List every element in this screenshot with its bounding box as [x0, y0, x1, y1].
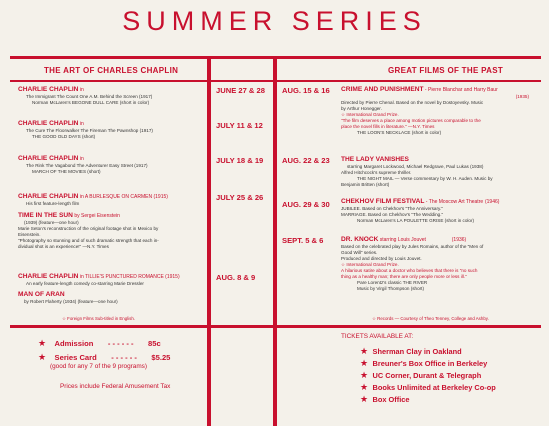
date-july-25-26: JULY 25 & 26 — [216, 193, 264, 202]
left-header: THE ART OF CHARLES CHAPLIN — [44, 66, 179, 75]
star-icon: ★ — [38, 352, 47, 362]
left-program-3: CHARLIE CHAPLIN in The Rink The Vagabond The Adventurer Easy Street (1917) MARCH OF THE MOVIES (short) — [18, 155, 148, 174]
admission-label: Admission — [54, 339, 94, 348]
right-program-1: CRIME AND PUNISHMENT - Pierre Blanchar and Harry Baur (1935) Directed by Pierre Chenal. Based on the novel by Dostoyevsky. Music by Arthur Honegger. ☆ International Grand Prize. "The film deserves a place among motion pictures comparable to the place the novel fills in literature." —N.Y. Times THE LOON'S NECKLACE (short in color) — [341, 86, 529, 135]
tax-note: Prices include Federal Amusement Tax — [60, 383, 171, 390]
right-program-4: DR. KNOCK starring Louis Jouvet (1936) Based on the celebrated play by Jules Romains, author of the "Men of Good Will" series. Produced and directed by Louis Jouvet. ☆ International Grand Prize. A hilarious satire about a doctor who believes that there is "no such thing as a healthy man; there are only people more or less ill." Pare Lorentz's classic THE RIVER Music by Virgil Thompson (short) — [341, 236, 484, 291]
left-program-1: CHARLIE CHAPLIN in The Immigrant The Count One A.M. Behind the Screen (1917) Norman McLaren's BEGONE DULL CARE (short in color) — [18, 86, 153, 105]
date-aug-29-30: AUG. 29 & 30 — [282, 200, 330, 209]
series-price: $5.25 — [151, 353, 171, 362]
star-icon: ★ — [360, 394, 369, 404]
outlet-item: Breuner's Box Office in Berkeley — [372, 359, 488, 368]
right-program-2: THE LADY VANISHES starring Margaret Lockwood, Michael Redgrave, Paul Lukas (1938) Alfred Hitchcock's supreme thriller. THE NIGHT MAIL — Verse commentary by W. H. Auden. Music by Benjamin Britten (short) — [341, 156, 493, 187]
left-program-7: MAN OF ARAN by Robert Flaherty (1934) (feature—one hour) — [18, 291, 118, 304]
date-aug-15-16: AUG. 15 & 16 — [282, 86, 330, 95]
star-icon: ★ — [360, 358, 369, 368]
date-july-18-19: JULY 18 & 19 — [216, 156, 264, 165]
tickets-header: TICKETS AVAILABLE AT: — [341, 333, 414, 340]
series-label: Series Card — [54, 353, 97, 362]
left-program-4: CHARLIE CHAPLIN in A BURLESQUE ON CARMEN (1915) His first feature-length film — [18, 193, 168, 206]
date-aug-22-23: AUG. 22 & 23 — [282, 156, 330, 165]
page-title: SUMMER SERIES — [122, 6, 427, 36]
star-icon: ★ — [360, 370, 369, 380]
outlet-item: Box Office — [372, 395, 410, 404]
star-icon: ★ — [360, 346, 369, 356]
left-program-6: CHARLIE CHAPLIN in TILLIE'S PUNCTURED ROMANCE (1915) An early feature-length comedy co-starring Marie Dressler — [18, 273, 180, 286]
right-program-3: CHEKHOV FILM FESTIVAL - The Moscow Art Theatre (1946) JUBILEE. Based on Chekhov's "The Anniversary." MARRIAGE. Based on Chekhov's "The Wedding." Norman McLaren's LA POULETTE GRISE (short in color) — [341, 198, 500, 223]
vertical-bar-right — [273, 56, 277, 426]
bottom-rule — [10, 325, 541, 328]
left-program-5: TIME IN THE SUN by Sergei Eisenstein (1939) (feature—one hour) Marie Seton's reconstruction of the original footage shot in Mexico by Eisenstein. "Photography so stunning and of such dramatic strength that each in- dividual shot is an experience!" —N.Y. Times — [18, 212, 159, 249]
outlet-item: Books Unlimited at Berkeley Co-op — [372, 383, 496, 392]
outlets-list — [360, 345, 496, 405]
right-header: GREAT FILMS OF THE PAST — [388, 66, 504, 75]
series-row: ★ Series Card - - - - - - $5.25 — [38, 352, 171, 362]
admission-price: 85c — [148, 339, 161, 348]
series-note: (good for any 7 of the 9 programs) — [50, 363, 147, 370]
outlet-item: Sherman Clay in Oakland — [372, 347, 462, 356]
vertical-bar-left — [207, 56, 211, 426]
star-icon: ★ — [38, 338, 47, 348]
date-aug-8-9: AUG. 8 & 9 — [216, 273, 256, 282]
date-june-27-28: JUNE 27 & 28 — [216, 86, 265, 95]
admission-row: ★ Admission - - - - - - 85c — [38, 338, 161, 348]
right-footnote: ☆ Records — Courtesy of Theo Tenney, College and Ashby. — [372, 316, 489, 321]
star-icon: ★ — [360, 382, 369, 392]
outlet-item: UC Corner, Durant & Telegraph — [372, 371, 482, 380]
date-sept-5-6: SEPT. 5 & 6 — [282, 236, 324, 245]
date-july-11-12: JULY 11 & 12 — [216, 121, 263, 130]
film-title: CHARLIE CHAPLIN — [18, 86, 79, 93]
left-footnote: ☆ Foreign Films Sub-titled in English. — [62, 316, 135, 321]
left-program-2: CHARLIE CHAPLIN in The Cure The Floorwalker The Fireman The Pawnshop (1917) THE GOOD OLD DAYS (short) — [18, 120, 153, 139]
